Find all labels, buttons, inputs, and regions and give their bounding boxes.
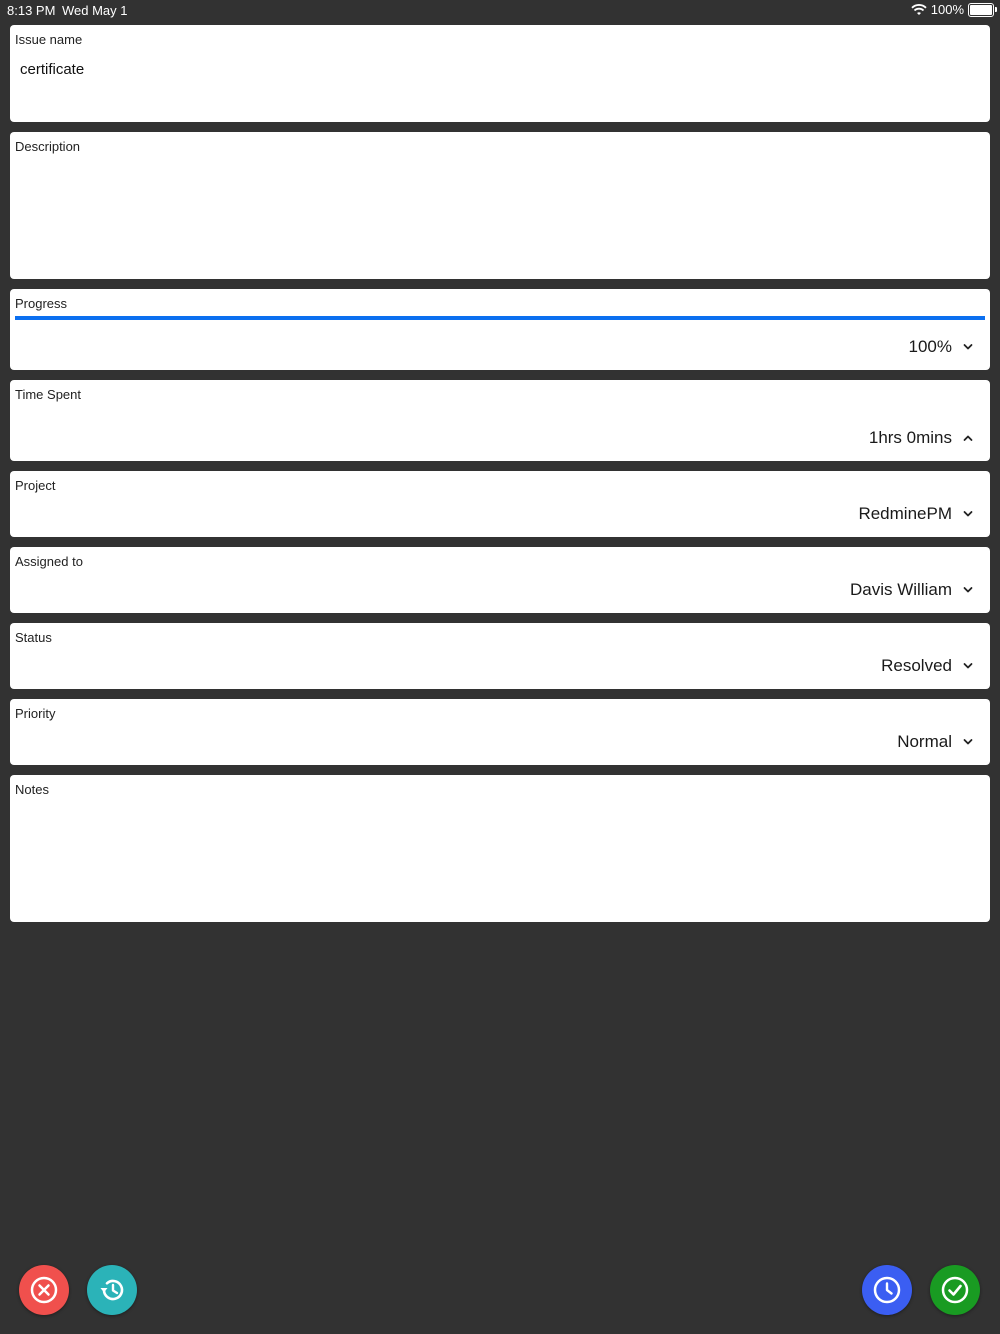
priority-value: Normal xyxy=(897,732,952,751)
chevron-down-icon xyxy=(962,341,974,353)
progress-bar xyxy=(15,316,985,320)
cancel-button[interactable] xyxy=(19,1265,69,1315)
project-field[interactable] xyxy=(10,471,990,537)
status-select[interactable] xyxy=(881,656,974,676)
issue-name-field[interactable] xyxy=(10,25,990,122)
project-value: RedminePM xyxy=(858,504,952,523)
notes-field[interactable] xyxy=(10,775,990,922)
progress-label: Progress xyxy=(15,296,68,311)
status-bar xyxy=(0,0,1000,22)
priority-label: Priority xyxy=(15,706,56,721)
assigned-to-label: Assigned to xyxy=(15,554,83,569)
priority-field[interactable] xyxy=(10,699,990,765)
progress-bar-fill xyxy=(15,316,985,320)
progress-select[interactable] xyxy=(909,337,974,357)
history-icon xyxy=(96,1274,128,1306)
wifi-icon xyxy=(911,4,927,16)
priority-select[interactable] xyxy=(897,732,974,752)
save-button[interactable] xyxy=(930,1265,980,1315)
check-circle-icon xyxy=(940,1275,970,1305)
progress-value: 100% xyxy=(908,337,952,356)
close-circle-icon xyxy=(29,1275,59,1305)
assigned-to-select[interactable] xyxy=(850,580,974,600)
battery-icon xyxy=(968,3,994,17)
chevron-down-icon xyxy=(962,508,974,520)
progress-field[interactable] xyxy=(10,289,990,370)
project-label: Project xyxy=(15,478,56,493)
time-spent-label: Time Spent xyxy=(15,387,81,402)
issue-name-input[interactable]: certificate xyxy=(20,61,85,78)
status-label: Status xyxy=(15,630,52,645)
clock-icon xyxy=(872,1275,902,1305)
chevron-down-icon xyxy=(962,660,974,672)
chevron-up-icon xyxy=(962,432,974,444)
description-label: Description xyxy=(15,139,81,154)
assigned-to-value: Davis William xyxy=(850,580,952,599)
status-value: Resolved xyxy=(881,656,952,675)
chevron-down-icon xyxy=(962,584,974,596)
status-date: Wed May 1 xyxy=(62,3,128,18)
chevron-down-icon xyxy=(962,736,974,748)
history-button[interactable] xyxy=(87,1265,137,1315)
project-select[interactable] xyxy=(858,504,974,524)
assigned-to-field[interactable] xyxy=(10,547,990,613)
issue-name-label: Issue name xyxy=(15,32,83,47)
status-time: 8:13 PM xyxy=(7,3,56,18)
notes-label: Notes xyxy=(15,782,49,797)
time-spent-field[interactable] xyxy=(10,380,990,461)
description-field[interactable] xyxy=(10,132,990,279)
time-spent-value: 1hrs 0mins xyxy=(868,428,952,447)
status-indicators xyxy=(911,2,994,17)
status-field[interactable] xyxy=(10,623,990,689)
time-spent-select[interactable] xyxy=(869,428,974,448)
time-log-button[interactable] xyxy=(862,1265,912,1315)
battery-percent: 100% xyxy=(930,2,964,17)
